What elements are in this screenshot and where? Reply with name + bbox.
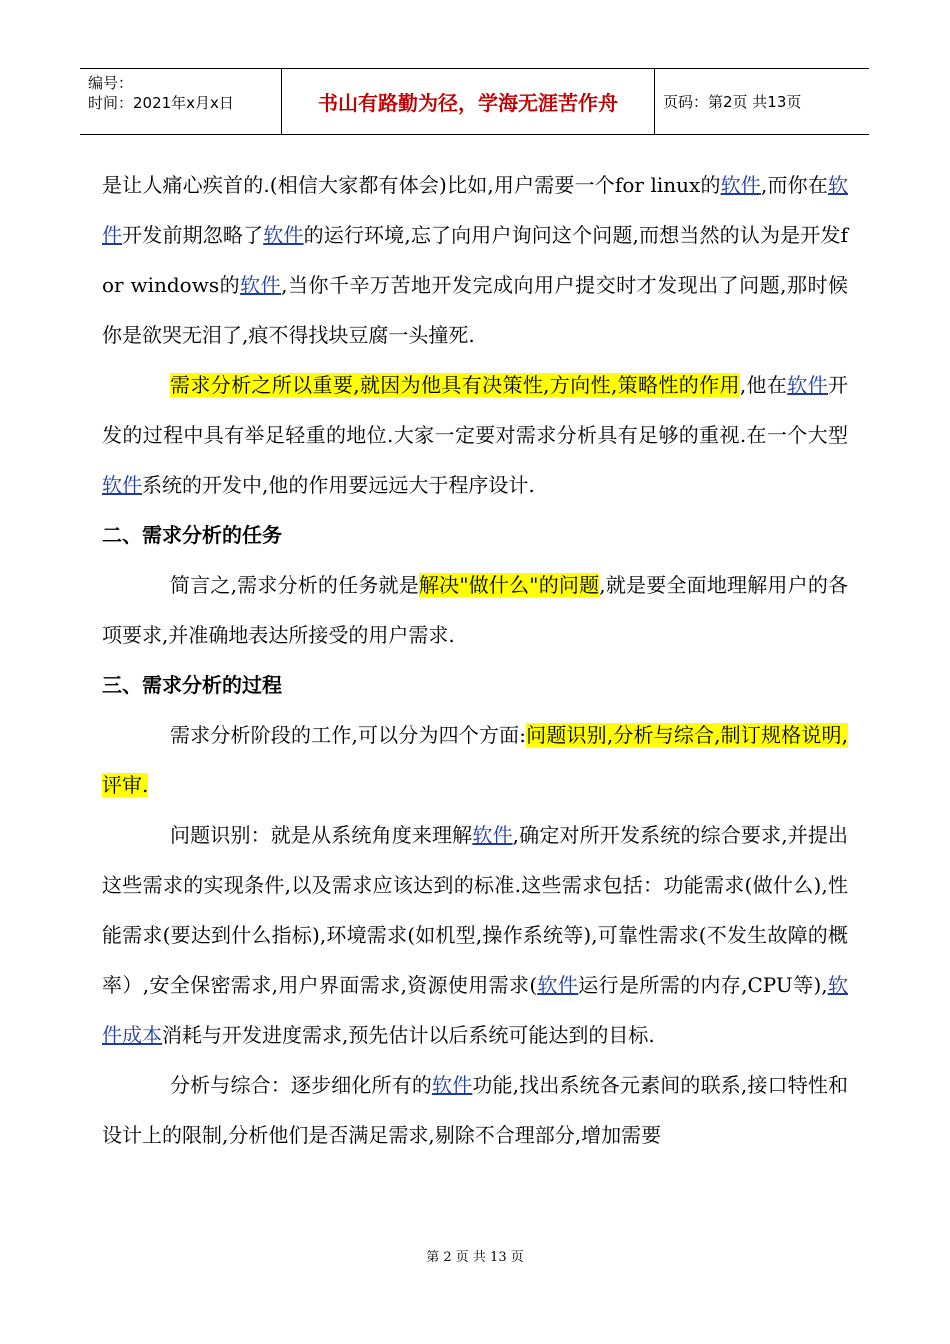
page-footer: 第 2 页 共 13 页 bbox=[426, 1250, 524, 1265]
link-software[interactable]: 软件 bbox=[102, 173, 849, 247]
link-software[interactable]: 软件 bbox=[537, 973, 579, 997]
paragraph-5 bbox=[102, 810, 848, 1060]
time-label: 时间：2021年x月x日 bbox=[88, 94, 234, 112]
link-software[interactable]: 软件 bbox=[432, 1073, 473, 1097]
text: 是让人痛心疾首的.(相信大家都有体会)比如,用户需要一个for linux的 bbox=[102, 173, 721, 197]
link-software-cost[interactable]: 软件成本 bbox=[102, 973, 849, 1047]
text: 开发的过程中具有举足轻重的地位.大家一定要对需求分析具有足够的重视.在一个大型 bbox=[102, 373, 848, 447]
link-software[interactable]: 软件 bbox=[102, 473, 142, 497]
text: 分析与综合：逐步细化所有的 bbox=[170, 1073, 433, 1097]
section-heading-3: 三、需求分析的过程 bbox=[102, 673, 282, 697]
paragraph-3 bbox=[102, 560, 848, 660]
text: ,当你千辛万苦地开发完成向用户提交时才发现出了问题,那时候你是欲哭无泪了,痕不得找块豆腐一头撞死. bbox=[102, 273, 848, 347]
header-meta bbox=[80, 69, 282, 134]
text: ,他在 bbox=[739, 373, 788, 397]
link-software[interactable]: 软件 bbox=[720, 173, 761, 197]
number-label: 编号： bbox=[88, 74, 134, 92]
text: 问题识别：就是从系统角度来理解 bbox=[170, 823, 473, 847]
text: 开发前期忽略了 bbox=[122, 223, 264, 247]
paragraph-6 bbox=[102, 1060, 848, 1160]
link-software[interactable]: 软件 bbox=[472, 823, 513, 847]
header-motto: 书山有路勤为径，学海无涯苦作舟 bbox=[282, 69, 655, 134]
link-software[interactable]: 软件 bbox=[263, 223, 304, 247]
text: 功能,找出系统各元素间的联系,接口特性和设计上的限制,分析他们是否满足需求,剔除不合理部分,增加需要 bbox=[102, 1073, 849, 1147]
text: 简言之,需求分析的任务就是 bbox=[170, 573, 419, 597]
text: ,就是要全面地理解用户的各项要求,并准确地表达所接受的用户需求. bbox=[102, 573, 849, 647]
link-software[interactable]: 软件 bbox=[787, 373, 828, 397]
header-page-code: 页码：第2页 共13页 bbox=[663, 93, 802, 111]
text: 消耗与开发进度需求,预先估计以后系统可能达到的目标. bbox=[162, 1023, 655, 1047]
text: ,确定对所开发系统的综合要求,并提出这些需求的实现条件,以及需求应该达到的标准.这些需求包括：功能需求(做什么),性能需求(要达到什么指标),环境需求(如机型,操作系统等),可靠性需求(不发生故障的概率）,安全保密需求,用户界面需求,资源使用需求( bbox=[102, 823, 849, 997]
page-header bbox=[80, 68, 869, 135]
highlighted-text: 解决"做什么"的问题 bbox=[418, 573, 600, 597]
section-heading-2: 二、需求分析的任务 bbox=[102, 523, 282, 547]
highlighted-text: 需求分析之所以重要,就因为他具有决策性,方向性,策略性的作用 bbox=[170, 373, 740, 397]
text: 需求分析阶段的工作,可以分为四个方面: bbox=[170, 723, 527, 747]
document-body bbox=[102, 160, 848, 1160]
text: 系统的开发中,他的作用要远远大于程序设计. bbox=[142, 473, 535, 497]
paragraph-1 bbox=[102, 160, 848, 360]
text: ,而你在 bbox=[760, 173, 829, 197]
highlighted-text: 问题识别,分析与综合,制订规格说明,评审. bbox=[102, 723, 848, 797]
paragraph-4 bbox=[102, 710, 848, 810]
text: 的运行环境,忘了向用户询问这个问题,而想当然的认为是开发for windows的 bbox=[102, 223, 849, 297]
text: 运行是所需的内存,CPU等), bbox=[578, 973, 828, 997]
link-software[interactable]: 软件 bbox=[240, 273, 282, 297]
paragraph-2 bbox=[102, 360, 848, 510]
